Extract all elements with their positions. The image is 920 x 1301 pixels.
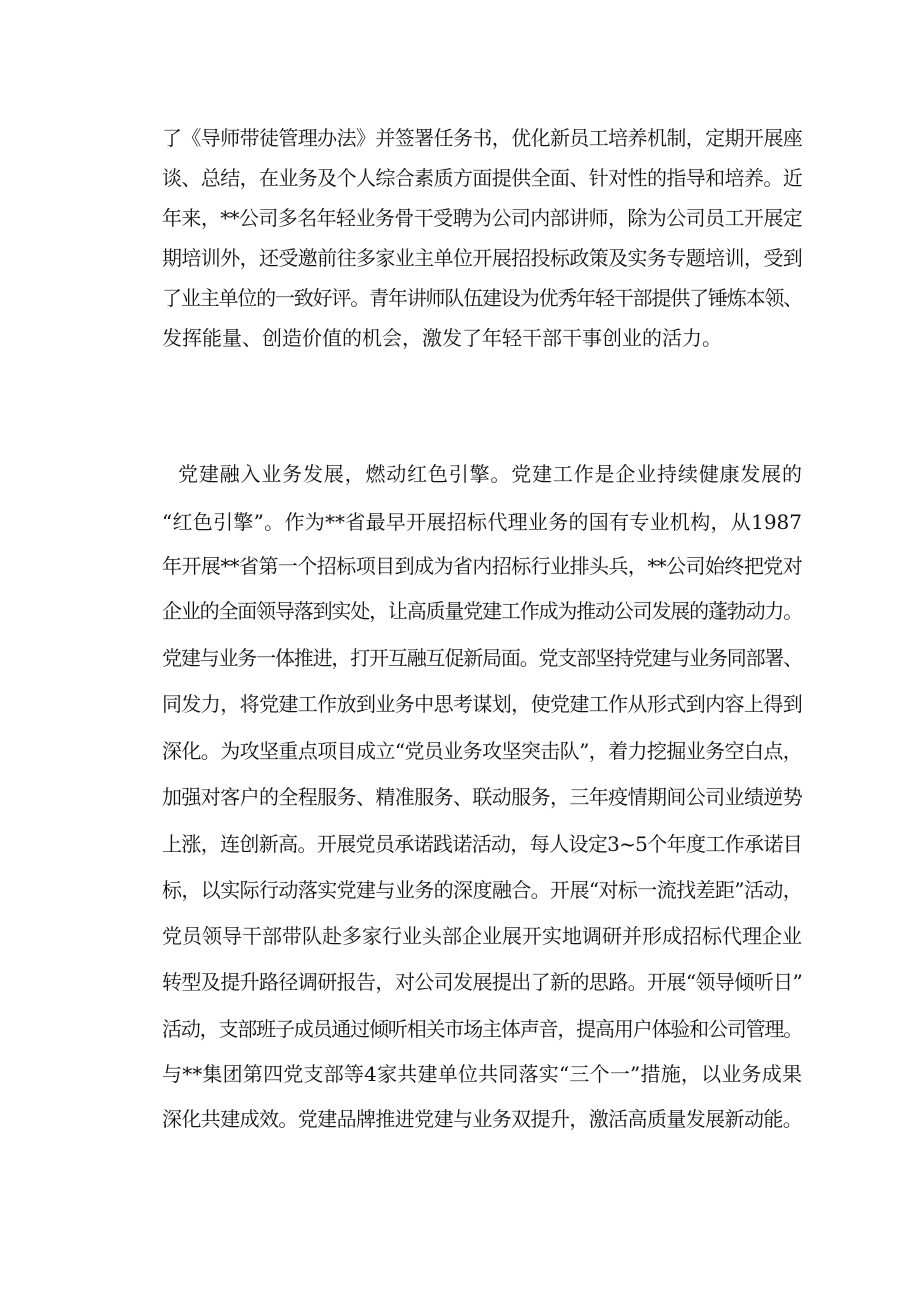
paragraph-line: 了《导师带徒管理办法》并签署任务书，优化新员工培养机制，定期开展座 (162, 126, 802, 150)
paragraph-line: 深化共建成效。党建品牌推进党建与业务双提升，激活高质量发展新动能。 (162, 1107, 802, 1131)
paragraph-line: 期培训外，还受邀前往多家业主单位开展招投标政策及实务专题培训，受到 (162, 246, 802, 270)
paragraph-line: 同发力，将党建工作放到业务中思考谋划，使党建工作从形式到内容上得到 (162, 692, 802, 716)
paragraph-line: 发挥能量、创造价值的机会，激发了年轻干部干事创业的活力。 (162, 326, 722, 350)
paragraph-line: 标，以实际行动落实党建与业务的深度融合。开展“对标一流找差距”活动， (162, 878, 802, 902)
paragraph-line: 活动，支部班子成员通过倾听相关市场主体声音，提高用户体验和公司管理。 (162, 1017, 802, 1041)
paragraph-line: 深化。为攻坚重点项目成立“党员业务攻坚突击队”，着力挖掘业务空白点， (162, 739, 802, 763)
paragraph-line: 年来，**公司多名年轻业务骨干受聘为公司内部讲师，除为公司员工开展定 (162, 206, 802, 230)
paragraph-line: 党建融入业务发展，燃动红色引擎。党建工作是企业持续健康发展的 (178, 462, 802, 486)
paragraph-line: 了业主单位的一致好评。青年讲师队伍建设为优秀年轻干部提供了锤炼本领、 (162, 286, 802, 310)
paragraph-line: 企业的全面领导落到实处，让高质量党建工作成为推动公司发展的蓬勃动力。 (162, 599, 802, 623)
paragraph-line: 与**集团第四党支部等4家共建单位共同落实“三个一”措施，以业务成果 (162, 1062, 802, 1086)
paragraph-line: 上涨，连创新高。开展党员承诺践诺活动，每人设定3~5个年度工作承诺目 (162, 832, 802, 856)
paragraph-line: 谈、总结，在业务及个人综合素质方面提供全面、针对性的指导和培养。近 (162, 166, 802, 190)
paragraph-line: 党建与业务一体推进，打开互融互促新局面。党支部坚持党建与业务同部署、 (162, 646, 802, 670)
paragraph-line: “红色引擎”。作为**省最早开展招标代理业务的国有专业机构，从1987 (162, 510, 802, 534)
paragraph-line: 年开展**省第一个招标项目到成为省内招标行业排头兵，**公司始终把党对 (162, 554, 802, 578)
paragraph-line: 加强对客户的全程服务、精准服务、联动服务，三年疫情期间公司业绩逆势 (162, 785, 802, 809)
paragraph-line: 转型及提升路径调研报告，对公司发展提出了新的思路。开展“领导倾听日” (162, 970, 802, 994)
paragraph-line: 党员领导干部带队赴多家行业头部企业展开实地调研并形成招标代理企业 (162, 924, 802, 948)
